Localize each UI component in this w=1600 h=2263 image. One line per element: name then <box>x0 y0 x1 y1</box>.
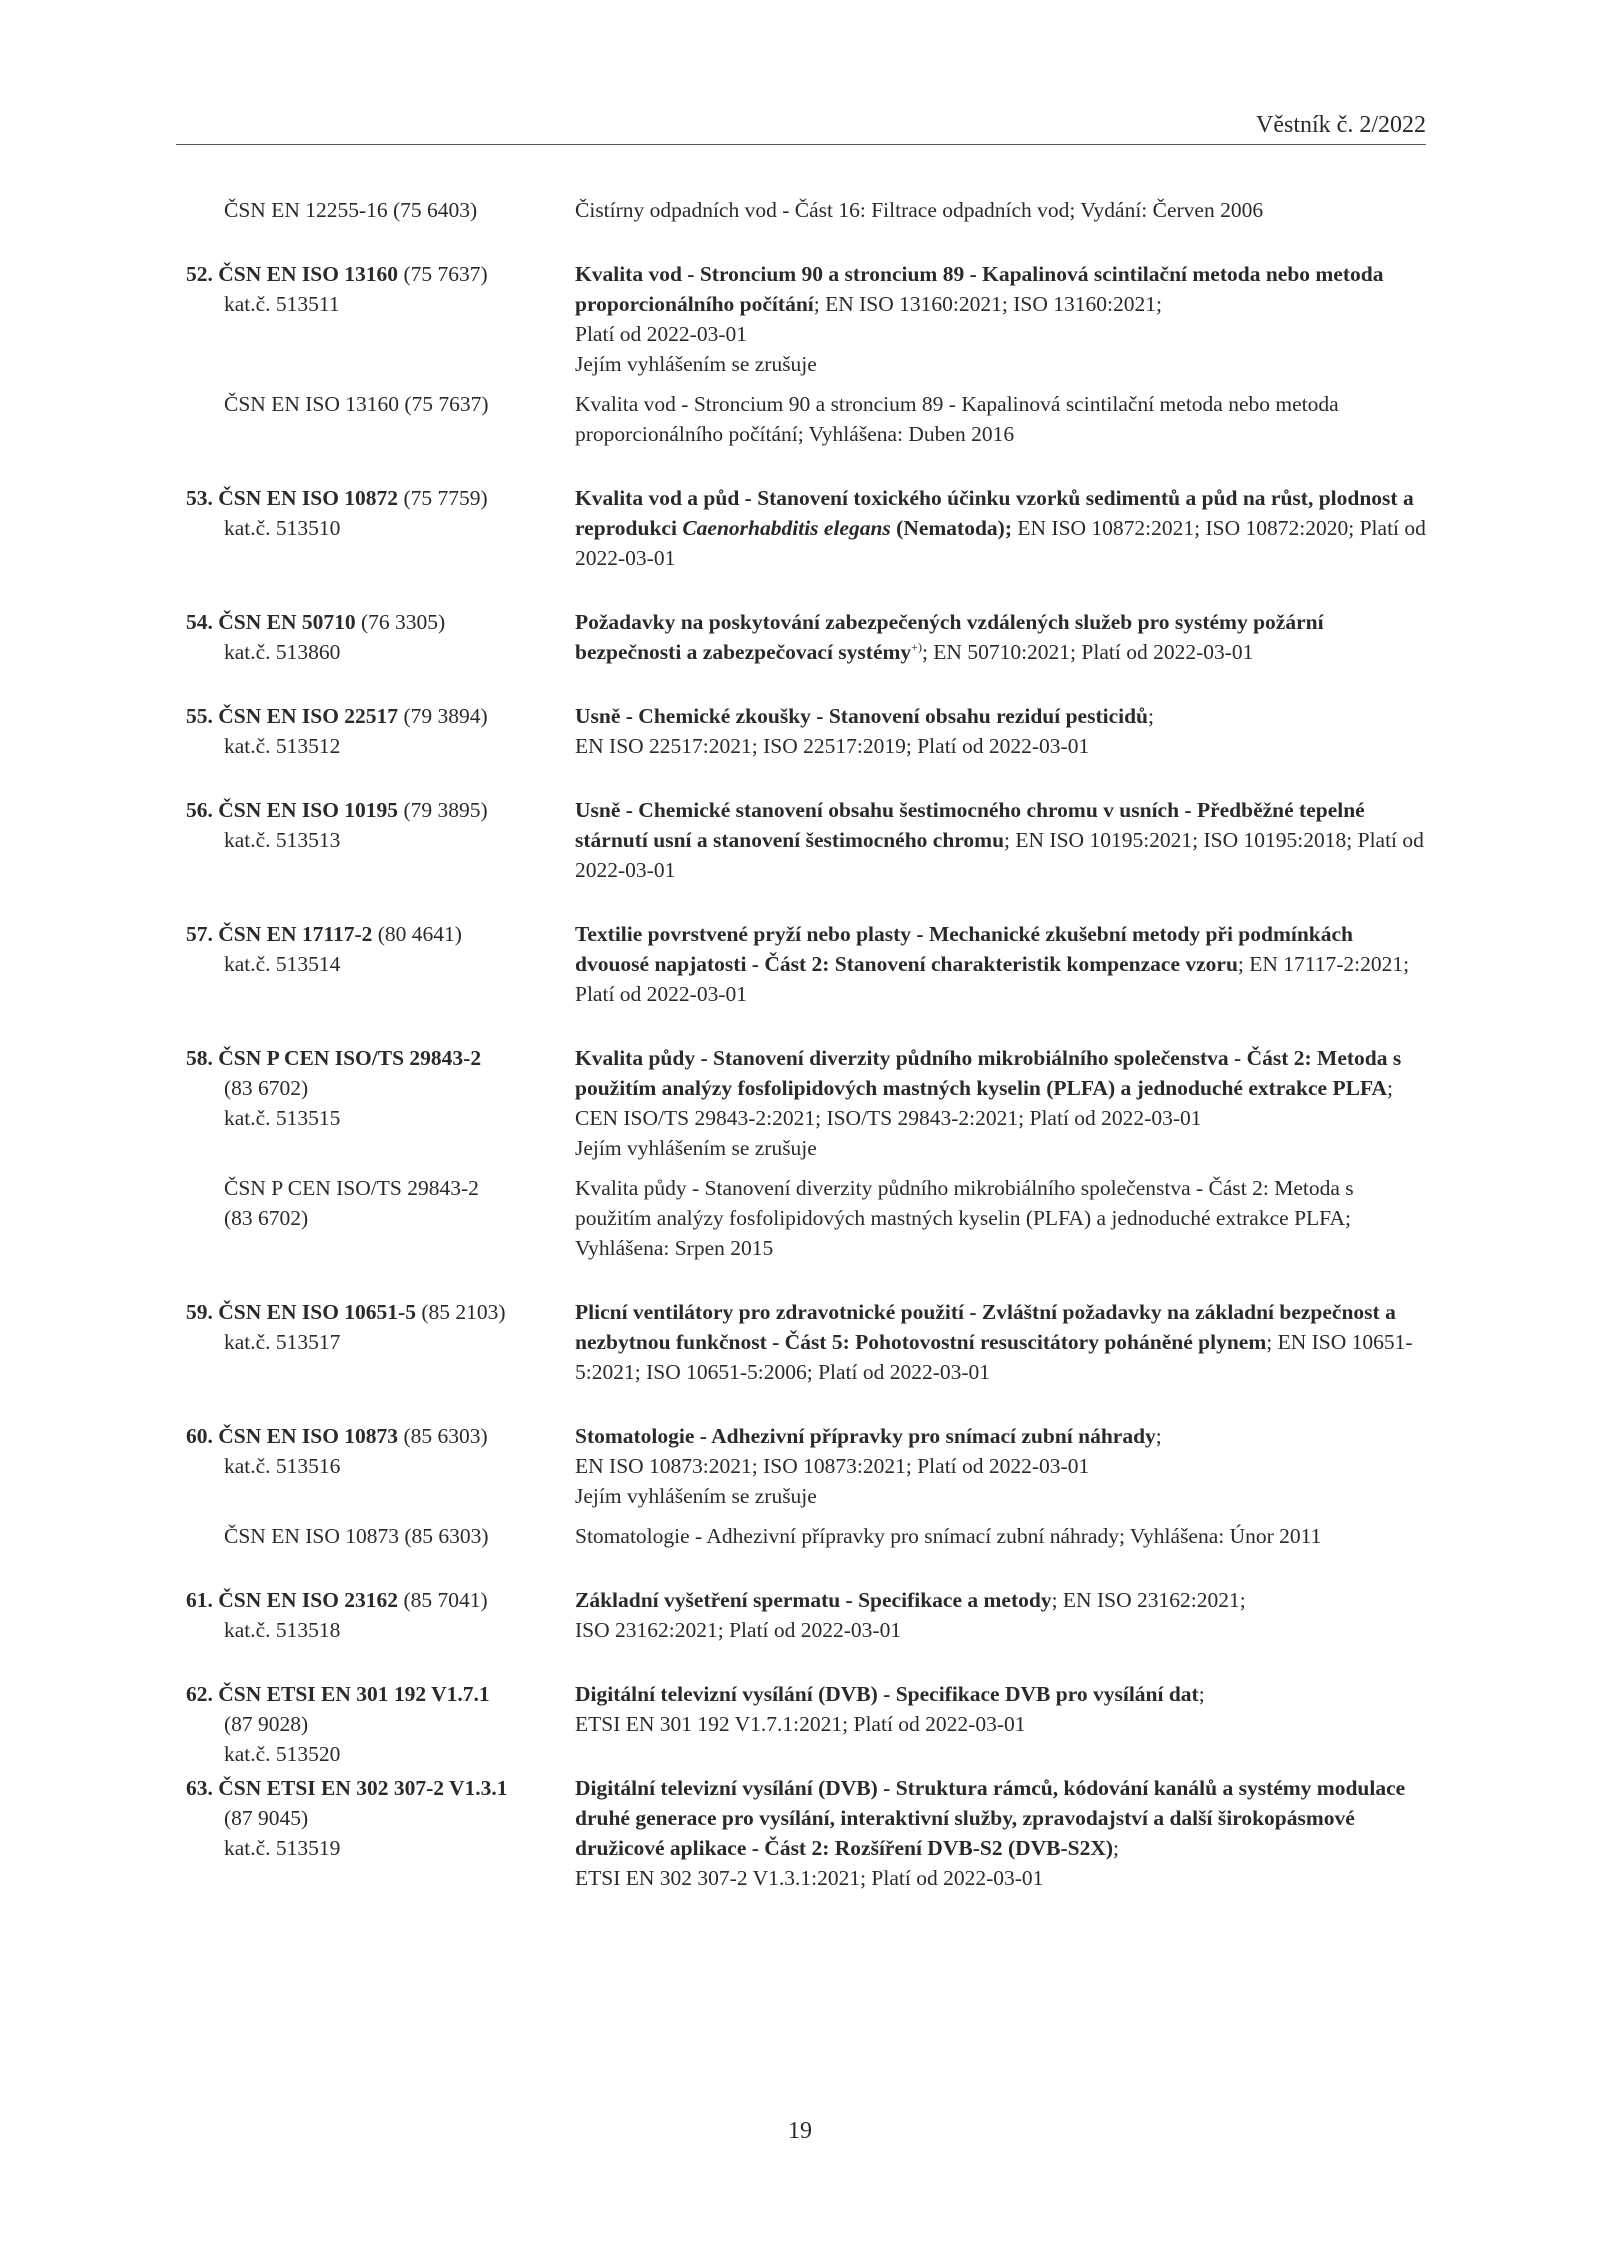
standard-code: ČSN EN ISO 10195 <box>218 798 399 822</box>
standard-description <box>575 1679 1430 1739</box>
classification: (75 7759) <box>403 486 488 510</box>
continued-entry <box>0 195 1600 225</box>
standard-title: Základní vyšetření spermatu - Specifikace a metody <box>575 1588 1052 1612</box>
standard-refs: ; EN ISO 10195:2021; ISO 10195:2018; Platí od 2022-03-01 <box>575 828 1424 882</box>
page-header <box>176 110 1426 145</box>
standard-entry-56 <box>0 795 1600 885</box>
standard-refs: ; EN 50710:2021; Platí od 2022-03-01 <box>921 640 1254 664</box>
standard-entry-54 <box>0 607 1600 667</box>
standard-code: ČSN ETSI EN 301 192 V1.7.1 <box>218 1682 490 1706</box>
entry-number: 56. <box>186 798 213 822</box>
standard-code: ČSN EN ISO 10872 <box>218 486 399 510</box>
catalog-number: kat.č. 513860 <box>224 640 341 664</box>
classification: (79 3894) <box>403 704 488 728</box>
standard-entry-61 <box>0 1585 1600 1645</box>
classification: (87 9028) <box>224 1712 309 1736</box>
cancel-note: Jejím vyhlášením se zrušuje <box>575 1484 817 1508</box>
standard-entry-59 <box>0 1297 1600 1387</box>
old-standard-code: ČSN EN ISO 10873 (85 6303) <box>224 1524 489 1548</box>
entry-number: 59. <box>186 1300 213 1324</box>
standard-refs: ; EN ISO 23162:2021; <box>1051 1588 1246 1612</box>
old-standard-code: ČSN EN 12255-16 (75 6403) <box>224 198 478 222</box>
standard-entry-58 <box>0 1043 1600 1163</box>
standard-entry-60 <box>0 1421 1600 1511</box>
standard-description <box>575 1297 1430 1387</box>
catalog-number: kat.č. 513510 <box>224 516 341 540</box>
standard-description <box>575 795 1430 885</box>
standard-code: ČSN EN ISO 10651-5 <box>218 1300 416 1324</box>
standard-code: ČSN EN 50710 <box>218 610 356 634</box>
entry-number: 53. <box>186 486 213 510</box>
standard-title: Kvalita půdy - Stanovení diverzity půdního mikrobiálního společenstva - Část 2: Metoda s použitím analýzy fosfolipidových mastných kyselin (PLFA) a jednoduché extrakce PLFA <box>575 1046 1402 1100</box>
standard-description <box>575 607 1430 667</box>
cancel-note: Jejím vyhlášením se zrušuje <box>575 1136 817 1160</box>
standard-refs: ; EN ISO 10651-5:2021; ISO 10651-5:2006; Platí od 2022-03-01 <box>575 1330 1413 1384</box>
standard-description <box>575 919 1430 1009</box>
cancel-note: Jejím vyhlášením se zrušuje <box>575 352 817 376</box>
standard-refs: ; EN 17117-2:2021; Platí od 2022-03-01 <box>575 952 1410 1006</box>
catalog-number: kat.č. 513518 <box>224 1618 341 1642</box>
standard-refs: ETSI EN 301 192 V1.7.1:2021; Platí od 2022-03-01 <box>575 1712 1026 1736</box>
page-number: 19 <box>788 2118 812 2144</box>
standard-description <box>575 259 1430 379</box>
standard-code: ČSN EN ISO 13160 <box>218 262 399 286</box>
standard-title: Usně - Chemické zkoušky - Stanovení obsahu reziduí pesticidů <box>575 704 1149 728</box>
old-standard-code: ČSN P CEN ISO/TS 29843-2 <box>224 1176 479 1200</box>
standard-description <box>575 1421 1430 1511</box>
classification: (83 6702) <box>224 1076 309 1100</box>
standard-refs: EN ISO 22517:2021; ISO 22517:2019; Platí od 2022-03-01 <box>575 734 1090 758</box>
catalog-number: kat.č. 513519 <box>224 1836 341 1860</box>
standard-entry-57 <box>0 919 1600 1009</box>
standard-title: Stomatologie - Adhezivní přípravky pro snímací zubní náhrady <box>575 1424 1156 1448</box>
classification: (85 2103) <box>421 1300 506 1324</box>
standard-title: Kvalita vod - Stroncium 90 a stroncium 89 - Kapalinová scintilační metoda nebo metoda proporcionálního počítání <box>575 262 1384 316</box>
standard-description <box>575 483 1430 573</box>
standard-refs: ; CEN ISO/TS 29843-2:2021; ISO/TS 29843-2:2021; Platí od 2022-03-01 <box>575 1076 1393 1130</box>
old-standard-description: Čistírny odpadních vod - Část 16: Filtrace odpadních vod; Vydání: Červen 2006 <box>575 198 1264 222</box>
catalog-number: kat.č. 513511 <box>224 292 340 316</box>
replaced-standard-58 <box>0 1173 1600 1263</box>
standard-code: ČSN EN ISO 10873 <box>218 1424 399 1448</box>
entry-number: 57. <box>186 922 213 946</box>
classification: (85 6303) <box>403 1424 488 1448</box>
standard-code: ČSN EN ISO 22517 <box>218 704 399 728</box>
standard-description <box>575 1773 1430 1893</box>
standard-description <box>575 701 1430 761</box>
replaced-standard-60 <box>0 1521 1600 1551</box>
standard-title: Požadavky na poskytování zabezpečených vzdálených služeb pro systémy požární bezpečnosti a zabezpečovací systémy <box>575 610 1324 664</box>
separator: ; <box>1113 1836 1120 1860</box>
separator: ; <box>1148 704 1154 728</box>
standard-title-end: (Nematoda); <box>890 516 1012 540</box>
classification: (76 3305) <box>361 610 446 634</box>
standard-title: Plicní ventilátory pro zdravotnické použití - Zvláštní požadavky na základní bezpečnost a nezbytnou funkčnost - Část 5: Pohotovostní resuscitátory poháněné plynem <box>575 1300 1396 1354</box>
standard-description <box>575 1043 1430 1163</box>
page-footer <box>0 2116 1600 2146</box>
catalog-number: kat.č. 513514 <box>224 952 341 976</box>
entry-number: 58. <box>186 1046 213 1070</box>
standard-title: Digitální televizní vysílání (DVB) - Struktura rámců, kódování kanálů a systémy modulace druhé generace pro vysílání, interaktivní služby, zpravodajství a další širokopásmové družicové aplikace - Část 2: Rozšíření DVB-S2 (DVB-S2X) <box>575 1776 1406 1860</box>
standard-entry-62 <box>0 1679 1600 1766</box>
standard-entry-55 <box>0 701 1600 761</box>
entry-number: 52. <box>186 262 213 286</box>
standard-code: ČSN ETSI EN 302 307-2 V1.3.1 <box>218 1776 508 1800</box>
standard-title: Textilie povrstvené pryží nebo plasty - Mechanické zkušební metody při podmínkách dvouosé napjatosti - Část 2: Stanovení charakteristik kompenzace vzoru <box>575 922 1354 976</box>
old-classification: (83 6702) <box>224 1206 309 1230</box>
standard-refs: ETSI EN 302 307-2 V1.3.1:2021; Platí od 2022-03-01 <box>575 1866 1044 1890</box>
journal-title: Věstník č. 2/2022 <box>1256 112 1426 138</box>
classification: (80 4641) <box>377 922 462 946</box>
standard-code: ČSN P CEN ISO/TS 29843-2 <box>218 1046 482 1070</box>
old-standard-description: Kvalita vod - Stroncium 90 a stroncium 89 - Kapalinová scintilační metoda nebo metoda proporcionálního počítání; Vyhlášena: Duben 2016 <box>575 392 1339 446</box>
standard-entry-53 <box>0 483 1600 573</box>
standard-entry-63 <box>0 1773 1600 1893</box>
classification: (85 7041) <box>403 1588 488 1612</box>
footnote-marker: +) <box>911 639 922 654</box>
valid-from: Platí od 2022-03-01 <box>575 322 747 346</box>
standard-description <box>575 1585 1430 1645</box>
standard-entry-52 <box>0 259 1600 379</box>
old-standard-description: Stomatologie - Adhezivní přípravky pro snímací zubní náhrady; Vyhlášena: Únor 2011 <box>575 1524 1322 1548</box>
standard-refs: EN ISO 10872:2021; ISO 10872:2020; Platí od 2022-03-01 <box>575 516 1426 570</box>
standard-title: Kvalita vod a půd - Stanovení toxického účinku vzorků sedimentů a půd na růst, plodnost a reprodukci <box>575 486 1414 540</box>
standard-code: ČSN EN ISO 23162 <box>218 1588 399 1612</box>
standard-refs-2: ISO 23162:2021; Platí od 2022-03-01 <box>575 1618 902 1642</box>
separator: ; <box>1155 1424 1162 1448</box>
standard-title: Usně - Chemické stanovení obsahu šestimocného chromu v usních - Předběžné tepelné stárnutí usní a stanovení šestimocného chromu <box>575 798 1365 852</box>
standards-list <box>0 195 1600 1927</box>
separator: ; <box>1198 1682 1205 1706</box>
entry-number: 54. <box>186 610 213 634</box>
old-standard-code: ČSN EN ISO 13160 (75 7637) <box>224 392 489 416</box>
catalog-number: kat.č. 513515 <box>224 1106 341 1130</box>
catalog-number: kat.č. 513517 <box>224 1330 341 1354</box>
entry-number: 60. <box>186 1424 213 1448</box>
standard-title: Digitální televizní vysílání (DVB) - Specifikace DVB pro vysílání dat <box>575 1682 1199 1706</box>
species-name: Caenorhabditis elegans <box>682 516 891 540</box>
catalog-number: kat.č. 513512 <box>224 734 341 758</box>
classification: (79 3895) <box>403 798 488 822</box>
entry-number: 55. <box>186 704 213 728</box>
entry-number: 62. <box>186 1682 213 1706</box>
catalog-number: kat.č. 513520 <box>224 1742 341 1766</box>
entry-number: 61. <box>186 1588 213 1612</box>
standard-code: ČSN EN 17117-2 <box>218 922 373 946</box>
standard-refs: EN ISO 10873:2021; ISO 10873:2021; Platí od 2022-03-01 <box>575 1454 1090 1478</box>
old-standard-description: Kvalita půdy - Stanovení diverzity půdního mikrobiálního společenstva - Část 2: Metoda s použitím analýzy fosfolipidových mastných kyselin (PLFA) a jednoduché extrakce PLFA; Vyhlášena: Srpen 2015 <box>575 1176 1354 1260</box>
catalog-number: kat.č. 513513 <box>224 828 341 852</box>
standard-refs: ; EN ISO 13160:2021; ISO 13160:2021; <box>813 292 1162 316</box>
classification: (75 7637) <box>403 262 488 286</box>
classification: (87 9045) <box>224 1806 309 1830</box>
replaced-standard-52 <box>0 389 1600 449</box>
entry-number: 63. <box>186 1776 213 1800</box>
catalog-number: kat.č. 513516 <box>224 1454 341 1478</box>
